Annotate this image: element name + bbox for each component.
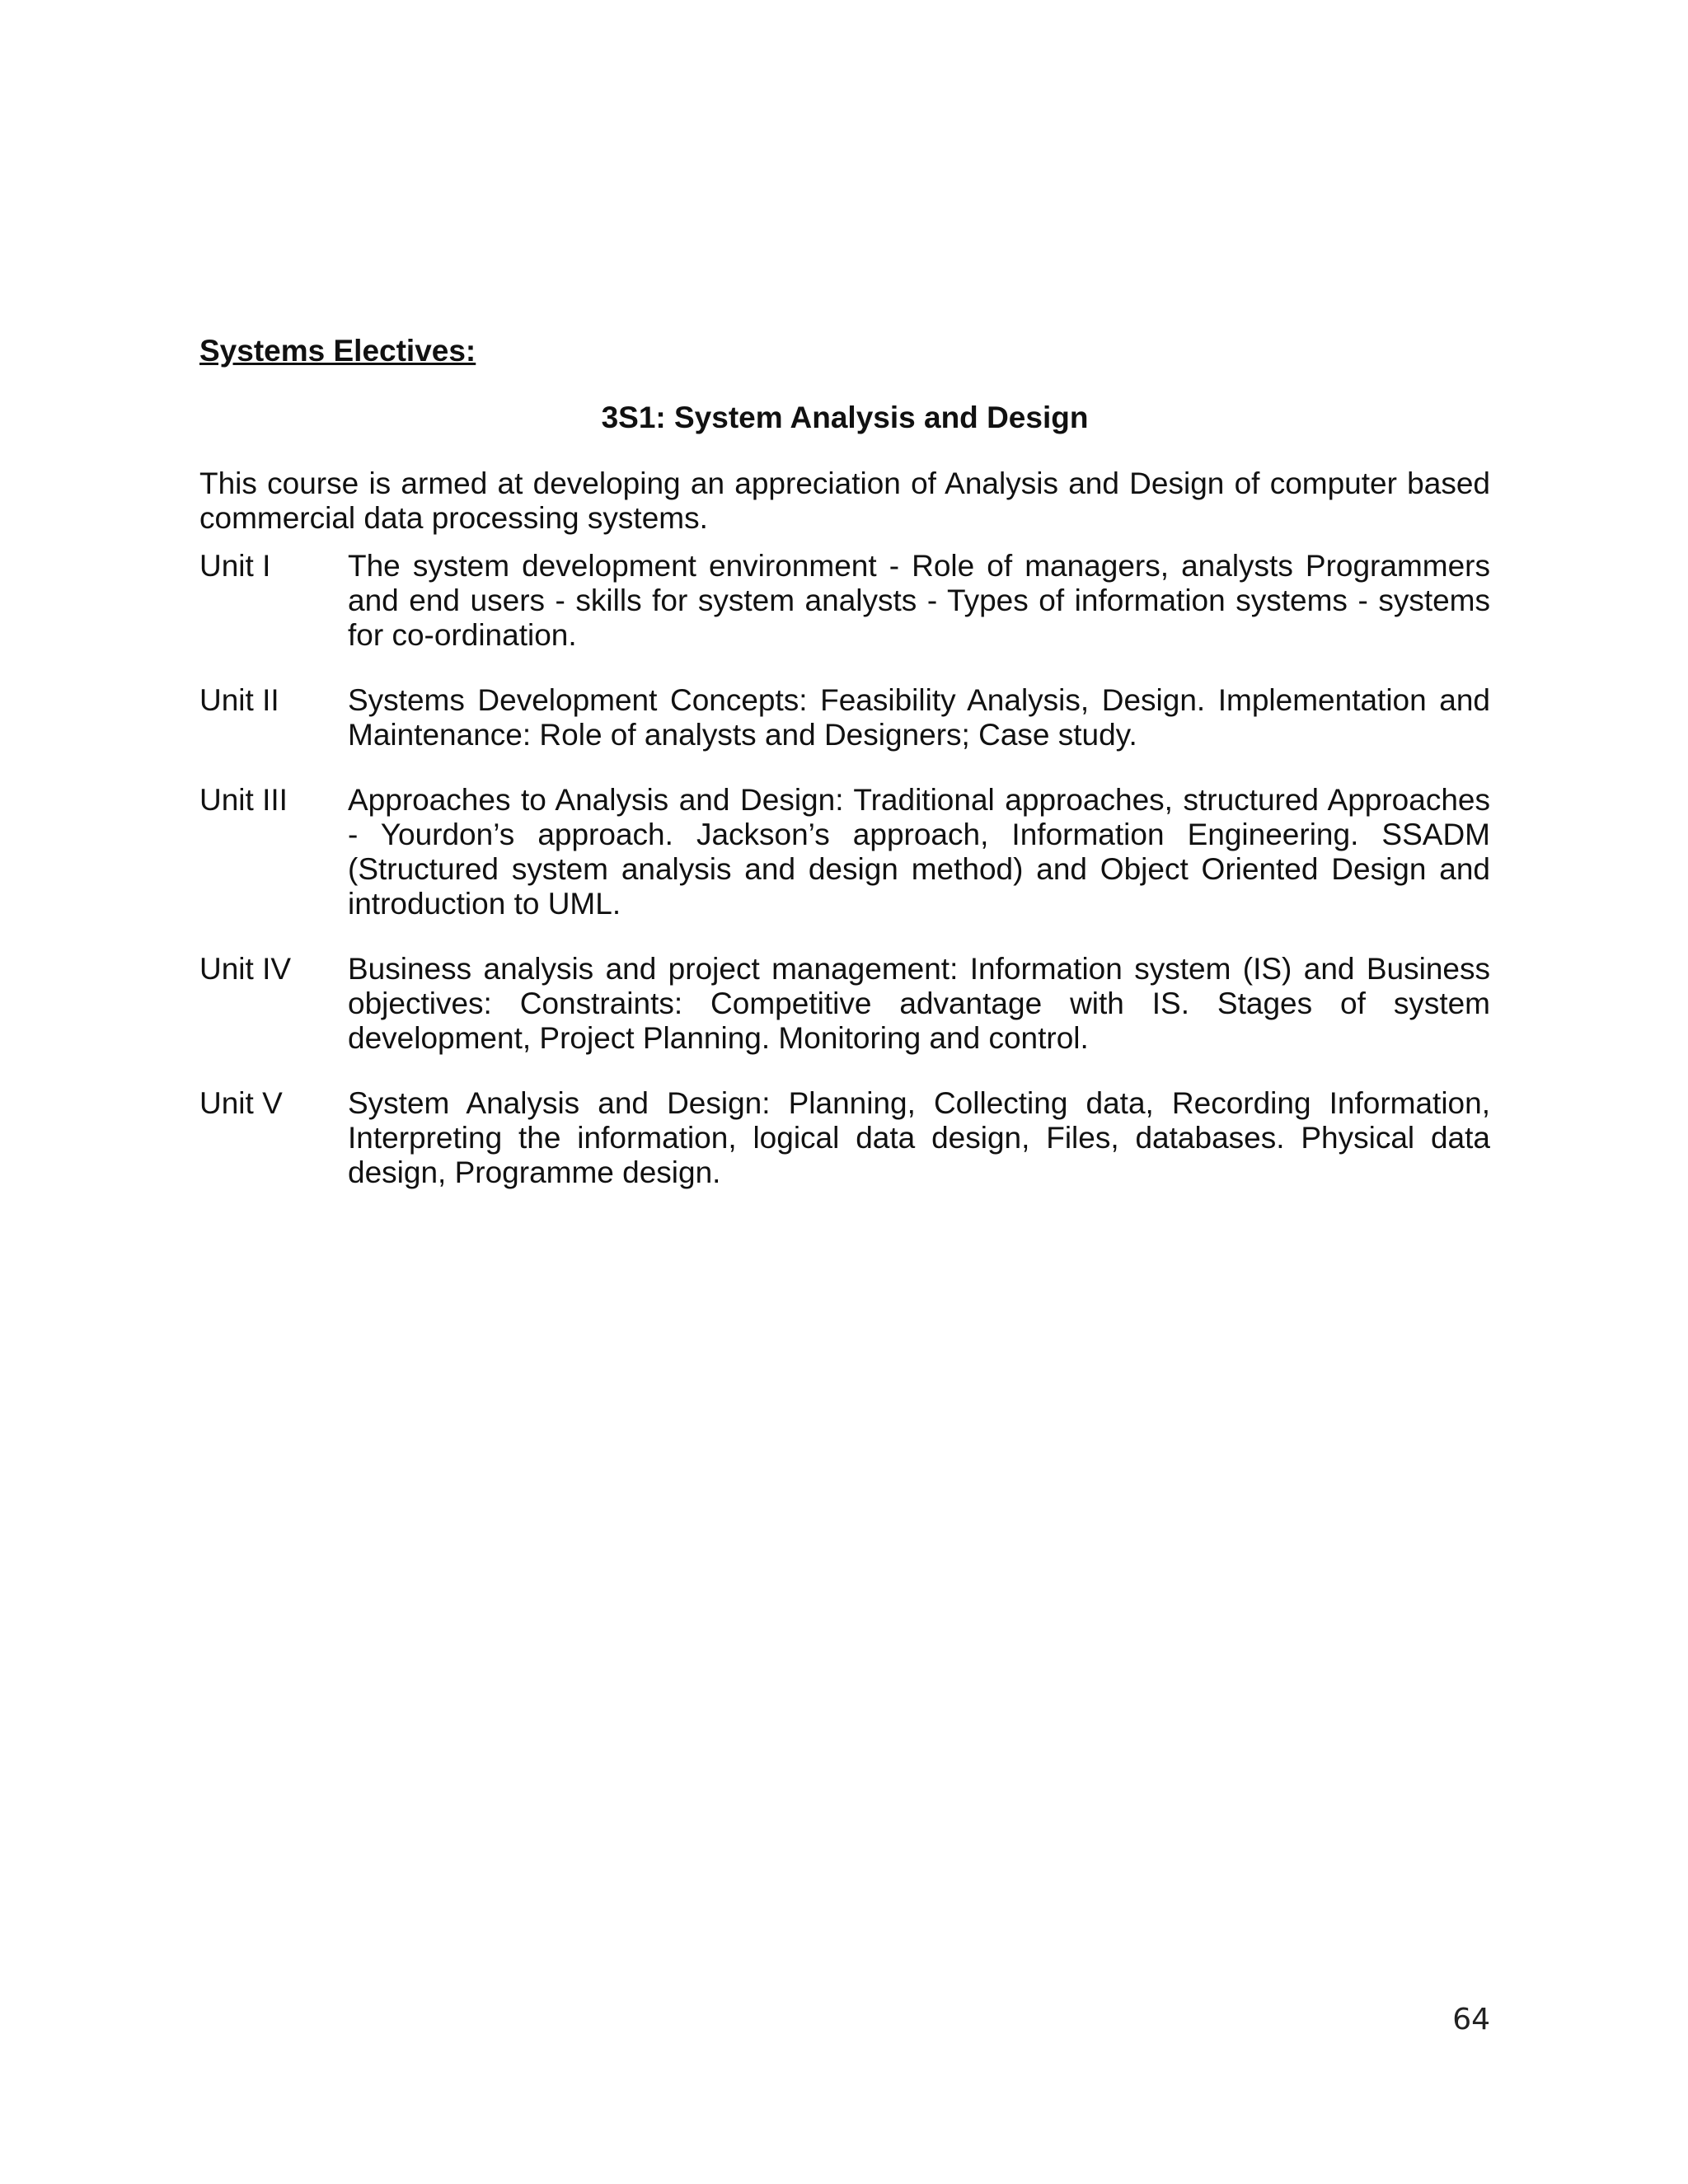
unit-label: Unit II (199, 683, 279, 718)
unit-5 (199, 1086, 1490, 1190)
unit-4 (199, 952, 1490, 1056)
unit-description: Systems Development Concepts: Feasibility Analysis, Design. Implementation and Maintenance: Role of analysts and Designers; Case study. (348, 683, 1490, 752)
section-heading: Systems Electives: (199, 334, 476, 368)
course-intro: This course is armed at developing an appreciation of Analysis and Design of computer based commercial data processing systems. (199, 466, 1490, 536)
units-list (199, 549, 1490, 1190)
unit-description: Business analysis and project management: Information system (IS) and Business objectives: Constraints: Competitive advantage with IS. Stages of system development, Project Planning. Monitoring and control. (348, 952, 1490, 1056)
unit-3 (199, 783, 1490, 921)
unit-2 (199, 683, 1490, 752)
unit-description: System Analysis and Design: Planning, Collecting data, Recording Information, Interpreting the information, logical data design, Files, databases. Physical data design, Programme design. (348, 1086, 1490, 1190)
page-number: 64 (1452, 2003, 1490, 2036)
unit-label: Unit V (199, 1086, 283, 1121)
unit-1 (199, 549, 1490, 653)
unit-label: Unit IV (199, 952, 292, 987)
unit-label: Unit III (199, 783, 288, 818)
unit-label: Unit I (199, 549, 271, 583)
page-content (199, 334, 1490, 1221)
course-title: 3S1: System Analysis and Design (601, 400, 1089, 434)
unit-description: Approaches to Analysis and Design: Traditional approaches, structured Approaches - Yourdon’s approach. Jackson’s approach, Information Engineering. SSADM (Structured system analysis and design method) and Object Oriented Design and introduction to UML. (348, 783, 1490, 921)
unit-description: The system development environment - Role of managers, analysts Programmers and end users - skills for system analysts - Types of information systems - systems for co-ordination. (348, 549, 1490, 653)
